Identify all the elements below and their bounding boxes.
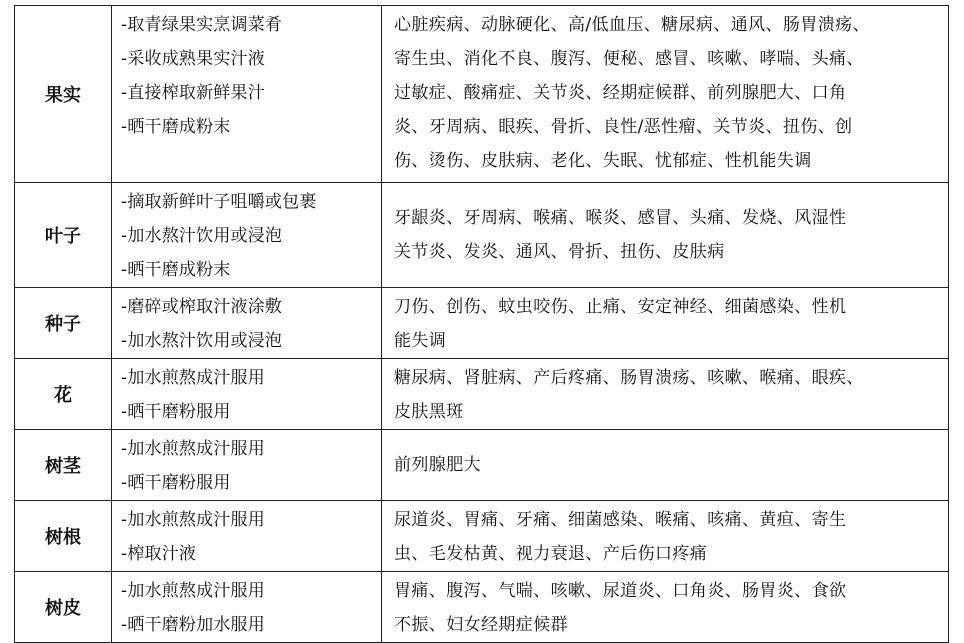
use-line: 能失调: [394, 331, 447, 351]
uses-cell: [382, 288, 949, 359]
plant-part-label: 树皮: [45, 598, 81, 619]
use-line: 皮肤黑斑: [394, 402, 464, 422]
use-line: 牙龈炎、牙周病、喉痛、喉炎、感冒、头痛、发烧、风湿性: [394, 208, 847, 228]
plant-part-cell: [15, 501, 112, 572]
plant-part-cell: [15, 430, 112, 501]
use-line: 虫、毛发枯黄、视力衰退、产后伤口疼痛: [394, 544, 708, 564]
use-line: 尿道炎、胃痛、牙痛、细菌感染、喉痛、咳痛、黄疸、寄生: [394, 510, 847, 530]
use-line: 前列腺肥大: [394, 455, 481, 475]
methods-cell: [112, 288, 382, 359]
methods-cell: [112, 430, 382, 501]
method-item: -取青绿果实烹调菜肴: [121, 15, 283, 35]
plant-part-cell: [15, 572, 112, 643]
method-item: -榨取汁液: [121, 544, 197, 564]
use-line: 伤、烫伤、皮肤病、老化、失眠、忧郁症、性机能失调: [394, 151, 812, 171]
method-item: -加水煎熬成汁服用: [121, 510, 265, 530]
method-item: -晒干磨粉服用: [121, 473, 231, 493]
table-row: [15, 183, 949, 288]
method-item: -加水煎熬成汁服用: [121, 581, 265, 601]
method-item: -晒干磨粉加水服用: [121, 615, 265, 635]
method-item: -直接榨取新鲜果汁: [121, 83, 265, 103]
plant-part-cell: [15, 359, 112, 430]
method-item: -摘取新鲜叶子咀嚼或包裹: [121, 192, 317, 212]
method-item: -晒干磨成粉末: [121, 260, 231, 280]
methods-cell: [112, 572, 382, 643]
method-item: -加水熬汁饮用或浸泡: [121, 226, 283, 246]
use-line: 胃痛、腹泻、气喘、咳嗽、尿道炎、口角炎、肠胃炎、食欲: [394, 581, 847, 601]
use-line: 寄生虫、消化不良、腹泻、便秘、感冒、咳嗽、哮喘、头痛、: [394, 49, 864, 69]
uses-cell: [382, 572, 949, 643]
method-item: -磨碎或榨取汁液涂敷: [121, 297, 283, 317]
plant-part-cell: [15, 183, 112, 288]
methods-cell: [112, 359, 382, 430]
methods-cell: [112, 501, 382, 572]
method-item: -晒干磨粉服用: [121, 402, 231, 422]
uses-cell: [382, 430, 949, 501]
table-row: [15, 359, 949, 430]
uses-cell: [382, 6, 949, 183]
uses-cell: [382, 359, 949, 430]
table-row: [15, 501, 949, 572]
uses-cell: [382, 183, 949, 288]
plant-part-label: 叶子: [45, 226, 81, 247]
plant-part-label: 花: [54, 385, 72, 406]
table-row: [15, 430, 949, 501]
methods-cell: [112, 183, 382, 288]
method-item: -采收成熟果实汁液: [121, 49, 265, 69]
use-line: 过敏症、酸痛症、关节炎、经期症候群、前列腺肥大、口角: [394, 83, 847, 103]
use-line: 炎、牙周病、眼疾、骨折、良性/恶性瘤、关节炎、扭伤、创: [394, 117, 853, 137]
table-row: [15, 288, 949, 359]
use-line: 糖尿病、肾脏病、产后疼痛、肠胃溃疡、咳嗽、喉痛、眼疾、: [394, 368, 864, 388]
method-item: -加水煎熬成汁服用: [121, 368, 265, 388]
uses-cell: [382, 501, 949, 572]
use-line: 不振、妇女经期症候群: [394, 615, 568, 635]
plant-part-cell: [15, 288, 112, 359]
use-line: 刀伤、创伤、蚊虫咬伤、止痛、安定神经、细菌感染、性机: [394, 297, 847, 317]
table-row: [15, 572, 949, 643]
use-line: 心脏疾病、动脉硬化、高/低血压、糖尿病、通风、肠胃溃疡、: [394, 15, 870, 35]
herb-usage-table: [14, 5, 949, 643]
method-item: -晒干磨成粉末: [121, 117, 231, 137]
table-row: [15, 6, 949, 183]
plant-part-label: 种子: [45, 314, 81, 335]
methods-cell: [112, 6, 382, 183]
plant-part-label: 果实: [45, 85, 81, 106]
use-line: 关节炎、发炎、通风、骨折、扭伤、皮肤病: [394, 242, 725, 262]
method-item: -加水熬汁饮用或浸泡: [121, 331, 283, 351]
plant-part-label: 树茎: [45, 456, 81, 477]
plant-part-label: 树根: [45, 527, 81, 548]
plant-part-cell: [15, 6, 112, 183]
method-item: -加水煎熬成汁服用: [121, 439, 265, 459]
